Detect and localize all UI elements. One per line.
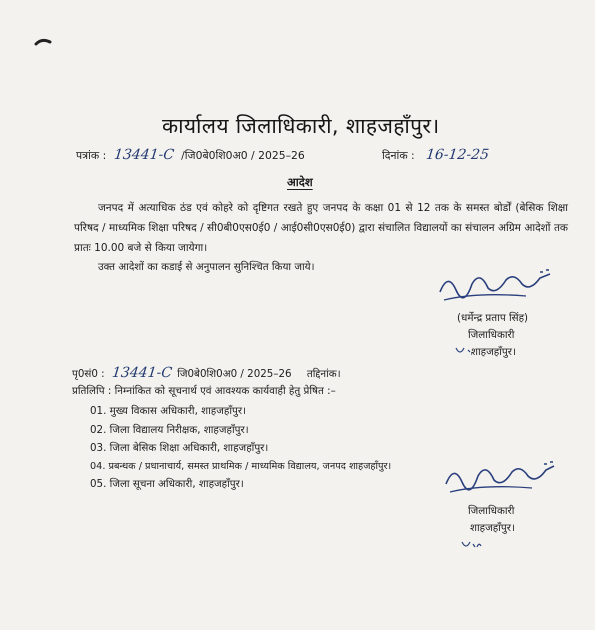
date-handwritten: 16-12-25 bbox=[425, 147, 490, 163]
signatory-designation: जिलाधिकारी bbox=[468, 329, 515, 341]
recipient-item: 05. जिला सूचना अधिकारी, शाहजहाँपुर। bbox=[90, 478, 244, 490]
signatory-name: (धर्मेन्द्र प्रताप सिंह) bbox=[457, 312, 529, 324]
order-body: जनपद में अत्याधिक ठंड एवं कोहरे को दृष्टिगत रखते हुए जनपद के कक्षा 01 से 12 तक के समस्त बोर्डों (बेसिक शिक्षा परिषद / माध्यमिक शिक्षा परिषद / सी0बी0एस0ई0 / आई0सी0एस0ई0) द्वारा संचालित विद्यालयों का संचालन अग्रिम आदेशों तक प्रातः 10.00 बजे से किया जायेगा। bbox=[74, 202, 568, 254]
recipient-item: 01. मुख्य विकास अधिकारी, शाहजहाँपुर। bbox=[90, 405, 247, 417]
copy-reference-line bbox=[72, 365, 341, 381]
copy-ref-handwritten: 13441-C bbox=[111, 365, 173, 381]
signatory-place-2: शाहजहाँपुर। bbox=[470, 522, 515, 534]
punch-mark bbox=[34, 36, 54, 48]
office-title: कार्यालय जिलाधिकारी, शाहजहाँपुर। bbox=[162, 114, 440, 138]
ref-label: पत्रांक : bbox=[76, 149, 107, 162]
initials-mark-2 bbox=[460, 538, 482, 552]
ref-suffix: /जि0बे0शि0अ0 / 2025–26 bbox=[181, 149, 305, 162]
compliance-line: उक्त आदेशों का कडाई से अनुपालन सुनिश्चित किया जाये। bbox=[98, 261, 315, 273]
reference-line bbox=[76, 147, 305, 163]
recipient-item: 02. जिला विद्यालय निरीक्षक, शाहजहाँपुर। bbox=[90, 424, 249, 436]
copy-ref-label: पृ0सं0 : bbox=[72, 368, 105, 380]
order-heading: आदेश bbox=[287, 175, 313, 189]
ref-number-handwritten: 13441-C bbox=[112, 147, 175, 163]
recipient-item: 04. प्रबन्धक / प्रधानाचार्य, समस्त प्राथमिक / माध्यमिक विद्यालय, जनपद शाहजहाँपुर। bbox=[90, 461, 392, 472]
copy-ref-suffix: जि0बे0शि0अ0 / 2025–26 bbox=[177, 368, 292, 380]
date-line bbox=[382, 147, 489, 163]
signature-scribble-2 bbox=[442, 456, 558, 500]
signatory-designation-2: जिलाधिकारी bbox=[468, 505, 515, 517]
copy-intro: प्रतिलिपि : निम्नांकित को सूचनार्थ एवं आवश्यक कार्यवाही हेतु प्रेषित :– bbox=[72, 385, 336, 397]
copy-date-text: तद्दिनांक। bbox=[306, 368, 341, 380]
recipient-item: 03. जिला बेसिक शिक्षा अधिकारी, शाहजहाँपुर। bbox=[90, 442, 269, 454]
signature-scribble-1 bbox=[436, 262, 556, 308]
initials-mark-1 bbox=[454, 344, 474, 358]
signatory-place: शाहजहाँपुर। bbox=[471, 346, 516, 358]
date-label: दिनांक : bbox=[382, 149, 415, 162]
